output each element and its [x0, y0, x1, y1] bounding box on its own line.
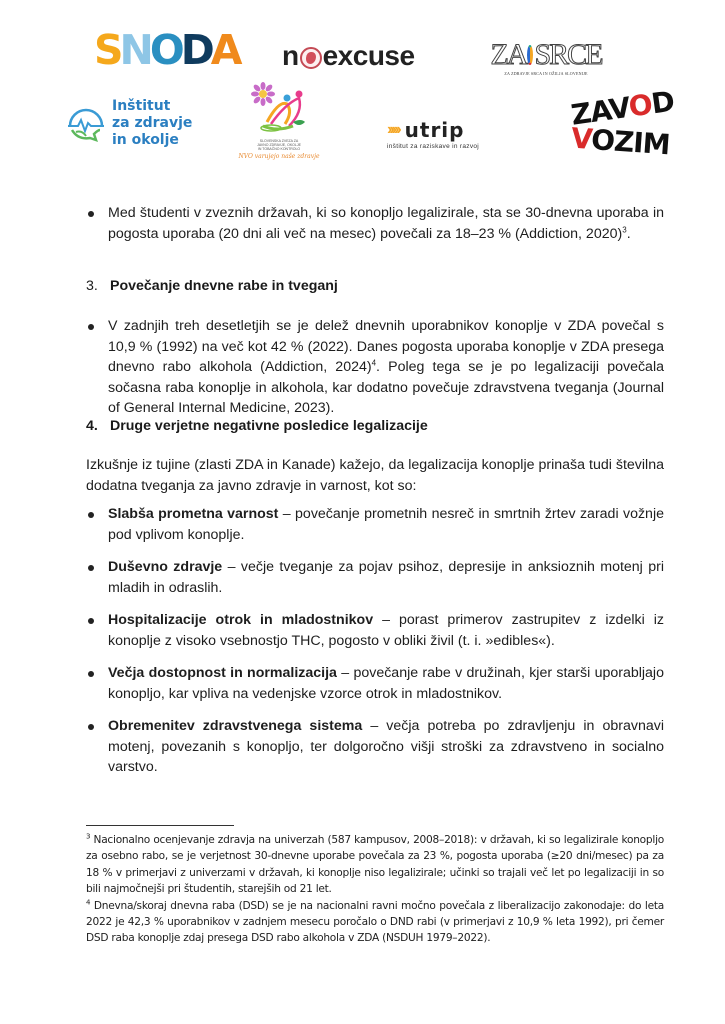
footnote-4: $^4$ Dnevna/skoraj dnevna raba (DSD) se je na nacionalni ravni močno povečala z liberalizacijo zakonodaje: do leta 2022 je 42,3 % uporabnikov v zadnjem mesecu poročalo o DND rabi (v primerjavi z 10,9 % leta 1992), pri čemer DSD raba konoplje zdaj presega DSD rabo alkohola v ZDA (NSDUH 1979–2022).	[86, 898, 664, 945]
iziko-line: za zdravje	[112, 115, 193, 131]
vozim-letter: A	[588, 93, 612, 130]
zasrce-text-start: ZA	[490, 38, 527, 71]
bullet-icon	[88, 512, 94, 518]
svzt-subtitle-line: IN TOBAČNO KONTROLO	[257, 147, 301, 151]
zavod-vozim-logo	[568, 84, 676, 162]
bullet-consequence: Obremenitev zdravstvenega sistema – večja potreba po zdravljenju in obravnavi motenj, povezanih s konopljo, ter dolgoročno višji stroški za zdravstveno in socialno varstvo.	[108, 716, 664, 778]
noexcuse-text-end: excuse	[322, 40, 415, 71]
bullet-icon	[88, 671, 94, 677]
section-4-heading: 4. Druge verjetne negativne posledice legalizacije	[86, 418, 428, 434]
footnotes	[86, 832, 664, 947]
snoda-letter: D	[180, 26, 211, 74]
iziko-logo	[66, 98, 192, 149]
snoda-letter: S	[94, 26, 120, 74]
bullet-consequence: Duševno zdravje – večje tveganje za pojav psihoz, depresije in anksioznih motenj pri mladih in odraslih.	[108, 557, 664, 598]
bullet-students: Med študenti v zveznih državah, ki so konopljo legalizirale, sta se 30-dnevna uporaba in pogosta uporaba (20 dni ali več na mesec) povečali za 18–23 % (Addiction, 2020)$^3$.	[108, 203, 664, 244]
zasrce-subtitle: ZA ZDRAVJE SRCA IN OŽILJA SLOVENIJE	[504, 71, 588, 76]
svzt-subtitle-line: SLOVENSKA ZVEZA ZA	[259, 139, 299, 143]
bullet-icon	[88, 618, 94, 624]
snoda-letter: O	[149, 26, 181, 74]
footnote-3: $^3$ Nacionalno ocenjevanje zdravja na univerzah (587 kampusov, 2008–2018): v državah, ki so legalizirale konopljo za osebno rabo, se je verjetnost 30-dnevne uporabe povečala za 23 %, pogosta uporaba (≥20 dni/mesec) pa za 18 % v primerjavi z univerzami v državah, ki konoplje niso legalizirale; učinki so trajali več let po legalizaciji in so bili najmočnejši pri študentih, starejših od 21 let.	[86, 832, 664, 896]
vozim-letter: O	[590, 123, 616, 158]
svzt-subtitle-line: JAVNO ZDRAVJE, OKOLJE	[257, 143, 301, 147]
apple-heart-icon	[527, 45, 533, 65]
utrip-wordmark: utrip	[404, 118, 465, 142]
svzt-logo	[234, 82, 324, 162]
bullet-icon	[88, 724, 94, 730]
iziko-line: in okolje	[112, 132, 179, 148]
vozim-letter: Z	[568, 96, 593, 132]
bullet-consequence: Slabša prometna varnost – povečanje prometnih nesreč in smrtnih žrtev zaradi vožnje pod vplivom konoplje.	[108, 504, 664, 545]
bullet-icon	[88, 565, 94, 571]
footnote-ref[interactable]: 3	[622, 224, 627, 234]
section-4-intro: Izkušnje iz tujine (zlasti ZDA in Kanade) kažejo, da legalizacija konoplje prinaša tudi številna dodatna tveganja za javno zdravje in varnost, kot so:	[86, 457, 664, 494]
utrip-subtitle: inštitut za raziskave in razvoj	[387, 143, 480, 150]
vozim-letter: D	[649, 84, 676, 121]
vozim-letter: M	[641, 126, 671, 162]
bullet-icon	[88, 324, 94, 330]
noexcuse-logo	[282, 40, 415, 72]
snoda-logo	[94, 26, 239, 74]
svzt-slogan: NVO varujejo naše zdravje	[238, 153, 320, 160]
zasrce-text-end: SRCE	[534, 38, 602, 71]
zasrce-logo	[490, 38, 602, 76]
snoda-letter: A	[210, 26, 239, 74]
vozim-letter: I	[632, 125, 644, 160]
vozim-letter: V	[606, 90, 632, 127]
iziko-line: Inštitut	[112, 98, 171, 114]
vozim-letter: Z	[612, 124, 635, 159]
section-3-heading: 3. Povečanje dnevne rabe in tveganj	[86, 278, 338, 294]
noexcuse-text-start: n	[282, 40, 299, 71]
heartbeat-leaf-icon	[66, 104, 106, 144]
bullet-consequence: Hospitalizacije otrok in mladostnikov – porast primerov zastrupitev z izdelki iz konoplje z visoko vsebnostjo THC, pogosto v obliki živil (t. i. »edibles«).	[108, 610, 664, 651]
footnote-ref[interactable]: 4	[371, 358, 377, 368]
bullet-daily-use: V zadnjih treh desetletjih se je delež dnevnih uporabnikov konoplje v ZDA povečal s 10,9 % (1992) na več kot 42 % (2022). Danes pogosta uporaba konoplje v ZDA presega dnevno rabo alkohola (Addiction, 2024)$^4$. Poleg tega se je po legalizaciji povečala sočasna raba konoplje in alkohola, kar dodatno povečuje zdravstvena tveganja (Journal of General Internal Medicine, 2023).	[108, 316, 664, 419]
vozim-letter: O	[626, 87, 654, 124]
snoda-letter: N	[119, 26, 150, 74]
vozim-letter: V	[569, 121, 593, 156]
chevrons-icon: ›››››	[387, 121, 399, 138]
globe-icon	[300, 47, 322, 69]
footnote-separator	[86, 825, 234, 826]
utrip-logo	[387, 118, 479, 150]
bullet-icon	[88, 211, 94, 217]
bullet-consequence: Večja dostopnost in normalizacija – povečanje rabe v družinah, kjer starši uporabljajo konopljo, kar vpliva na vedenjske vzorce otrok in mladostnikov.	[108, 663, 664, 704]
flower-people-icon	[249, 82, 309, 134]
